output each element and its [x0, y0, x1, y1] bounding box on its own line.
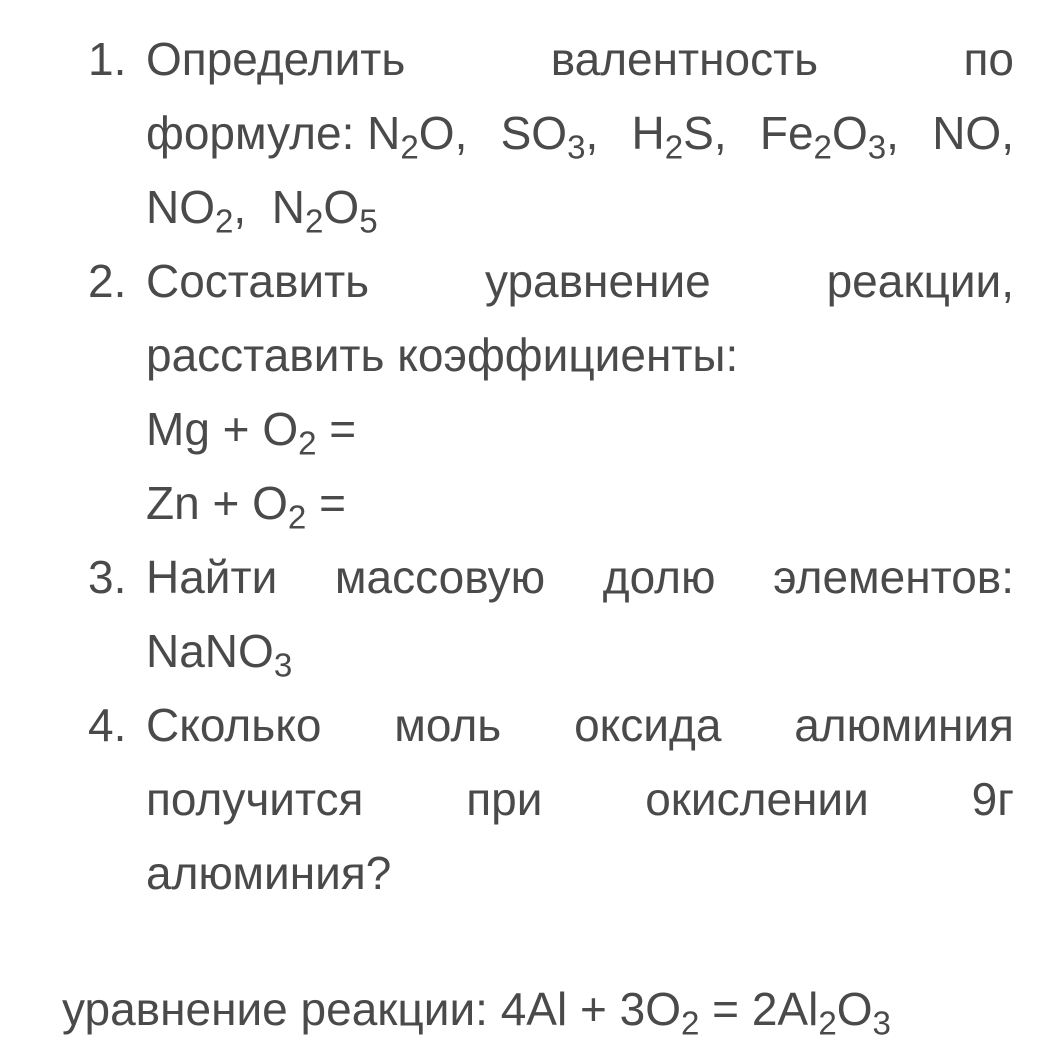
word: получится	[146, 773, 364, 825]
word: реакции,	[826, 255, 1014, 307]
task-number: 1.	[88, 33, 127, 85]
word: массовую	[334, 551, 546, 603]
task-1-line-2	[146, 96, 1014, 170]
word: окислении	[645, 773, 869, 825]
task-1-line-3	[146, 170, 378, 244]
word: валентность	[550, 33, 819, 85]
formula: NaNO$_3$	[146, 625, 293, 685]
task-3-line-1	[146, 540, 1014, 614]
word: моль	[394, 699, 502, 751]
formula: $N_2O_5$	[271, 181, 378, 241]
word: по	[963, 33, 1014, 85]
task-4-line-3: алюминия?	[146, 847, 392, 899]
word: 9г	[971, 773, 1014, 825]
word: при	[466, 773, 543, 825]
formula: $SO_3$,	[500, 107, 599, 167]
task-1-line-1	[146, 22, 1014, 96]
task-2-line-2: расставить коэффициенты:	[146, 329, 739, 381]
task-number: 4.	[88, 699, 127, 751]
task-number: 3.	[88, 551, 127, 603]
word: Составить	[146, 255, 370, 307]
word: Сколько	[146, 699, 322, 751]
task-2-line-1	[146, 244, 1014, 318]
word: Определить	[146, 33, 406, 85]
word: алюминия	[794, 699, 1014, 751]
equation-1: $Mg + O_2$ =	[146, 403, 357, 463]
formula: $H_2S$,	[631, 107, 727, 167]
word: Найти	[146, 551, 278, 603]
word: формуле: $N_2O$,	[146, 107, 468, 167]
word: уравнение	[484, 255, 711, 307]
formula: $N_2O$,	[367, 107, 468, 167]
task-4-line-1	[146, 688, 1014, 762]
reaction-equation: уравнение реакции: $4Al + 3O_2 = 2Al_2O_3$	[62, 983, 891, 1043]
task-4-line-2	[146, 762, 1014, 836]
formula: $NO_2$,	[146, 181, 247, 241]
formula: NO,	[932, 107, 1014, 159]
word: долю	[602, 551, 716, 603]
task-number: 2.	[88, 255, 127, 307]
word: оксида	[574, 699, 722, 751]
equation-2: $Zn + O_2$ =	[146, 477, 346, 537]
word: элементов:	[773, 551, 1014, 603]
formula: $Fe_2O_3$,	[759, 107, 899, 167]
